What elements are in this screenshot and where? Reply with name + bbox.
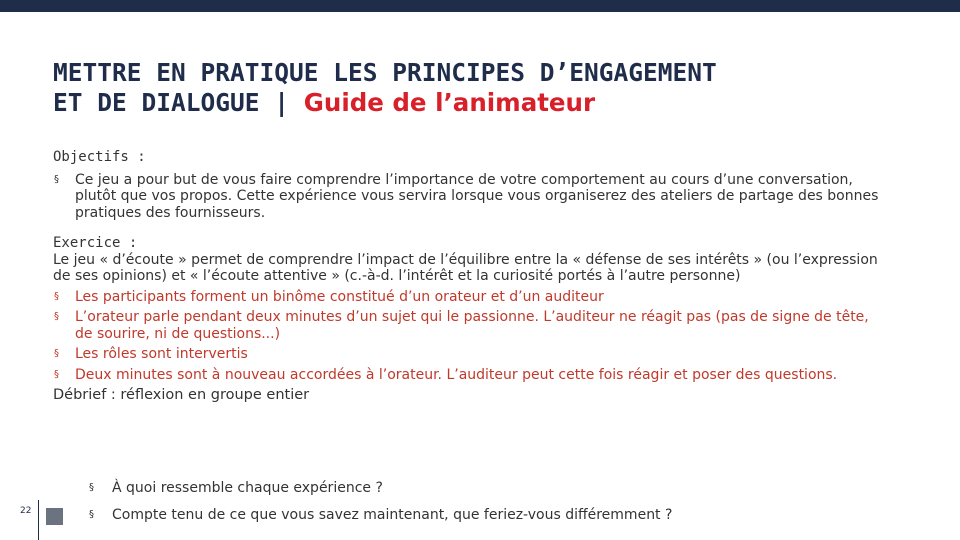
debrief-list xyxy=(88,479,888,533)
objectives-list xyxy=(53,172,883,222)
bullet-icon: § xyxy=(54,311,59,322)
exercise-step-text: Deux minutes sont à nouveau accordées à l’orateur. L’auditeur peut cette fois réagir et poser des questions. xyxy=(75,366,838,383)
bullet-icon: § xyxy=(54,173,59,185)
bullet-icon: § xyxy=(89,482,94,493)
list-item xyxy=(88,479,888,506)
title-line-2-accent: Guide de l’animateur xyxy=(303,88,596,117)
exercise-list xyxy=(53,289,883,384)
list-item xyxy=(53,309,883,342)
page-title xyxy=(53,58,933,118)
bullet-icon: § xyxy=(54,368,59,380)
debrief-heading: Débrief : réflexion en groupe entier xyxy=(53,387,310,403)
title-line-2-prefix: ET DE DIALOGUE | xyxy=(53,88,304,117)
objectives-heading: Objectifs : xyxy=(53,149,146,165)
exercise-intro: Le jeu « d’écoute » permet de comprendre l’impact de l’équilibre entre la « défense de ses intérêts » (ou l’expression de ses opinions) et « l’écoute attentive » (c.-à-d. l’intérêt et la curiosité portés à l’autre personne) xyxy=(53,251,878,284)
list-item xyxy=(53,367,883,384)
bullet-icon: § xyxy=(54,348,59,359)
top-banner xyxy=(0,0,960,12)
debrief-question: Compte tenu de ce que vous savez maintenant, que feriez-vous différemment ? xyxy=(112,507,673,523)
bullet-icon: § xyxy=(54,290,59,302)
list-item xyxy=(53,172,883,222)
bullet-icon: § xyxy=(89,509,94,520)
footer-square-icon xyxy=(46,508,63,525)
exercise-heading: Exercice : xyxy=(53,235,138,251)
page-number: 22 xyxy=(20,506,32,516)
content-body xyxy=(53,149,883,404)
debrief-question: À quoi ressemble chaque expérience ? xyxy=(112,480,383,496)
objective-text: Ce jeu a pour but de vous faire comprendre l’importance de votre comportement au cours d’une conversation, plutôt que vos propos. Cette expérience vous servira lorsque vous organiserez des ateliers de partage des bonnes pratiques des fournisseurs. xyxy=(75,171,879,221)
title-line-1: METTRE EN PRATIQUE LES PRINCIPES D’ENGAGEMENT xyxy=(53,58,717,87)
list-item xyxy=(88,506,888,533)
list-item xyxy=(53,346,883,363)
exercise-step-text: L’orateur parle pendant deux minutes d’un sujet qui le passionne. L’auditeur ne réagit pas (pas de signe de tête, de sourire, ni de questions...) xyxy=(75,309,869,342)
exercise-step-text: Les participants forment un binôme constitué d’un orateur et d’un auditeur xyxy=(75,288,604,305)
list-item xyxy=(53,289,883,306)
exercise-step-text: Les rôles sont intervertis xyxy=(75,346,248,362)
